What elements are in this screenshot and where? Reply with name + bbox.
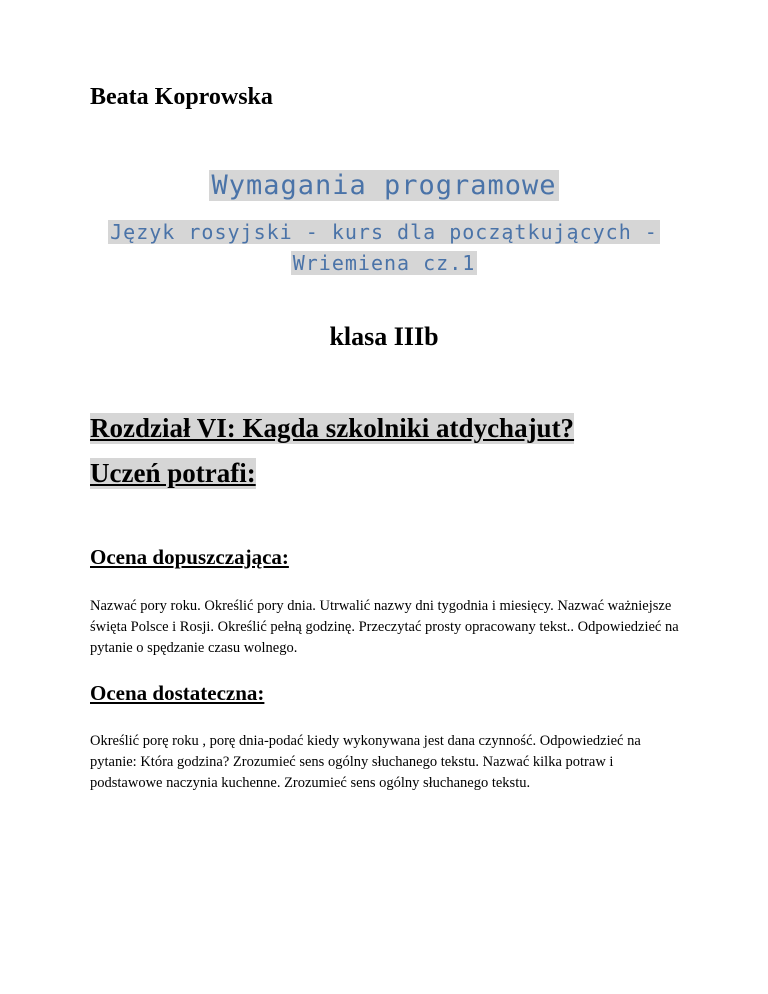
grade-heading-dostateczna: Ocena dostateczna: — [90, 681, 265, 705]
student-can-heading: Uczeń potrafi: — [90, 458, 256, 488]
title-block — [0, 170, 768, 201]
subtitle-line-2: Wriemiena cz.1 — [292, 251, 476, 275]
grade-text-dostateczna: Określić porę roku , porę dnia-podać kiedy wykonywana jest dana czynność. Odpowiedzieć na pytanie: Która godzina? Zrozumieć sens ogólny słuchanego tekstu. Nazwać kilka potraw i podstawowe naczynia kuchenne. Zrozumieć sens ogólny słuchanego tekstu. — [90, 733, 641, 791]
grade-heading-dopuszczajaca: Ocena dopuszczająca: — [90, 545, 289, 569]
subtitle-line-1: Język rosyjski - kurs dla początkujących - — [110, 220, 658, 244]
author-name: Beata Koprowska — [90, 84, 273, 110]
subtitle-block — [70, 218, 698, 280]
chapter-heading: Rozdział VI: Kagda szkolniki atdychajut? — [90, 413, 575, 443]
class-label: klasa IIIb — [329, 322, 439, 351]
document-title: Wymagania programowe — [211, 170, 557, 201]
grade-text-dopuszczajaca: Nazwać pory roku. Określić pory dnia. Utrwalić nazwy dni tygodnia i miesięcy. Nazwać ważniejsze święta Polsce i Rosji. Określić pełną godzinę. Przeczytać prosty opracowany tekst.. Odpowiedzieć na pytanie o spędzanie czasu wolnego. — [90, 598, 679, 656]
